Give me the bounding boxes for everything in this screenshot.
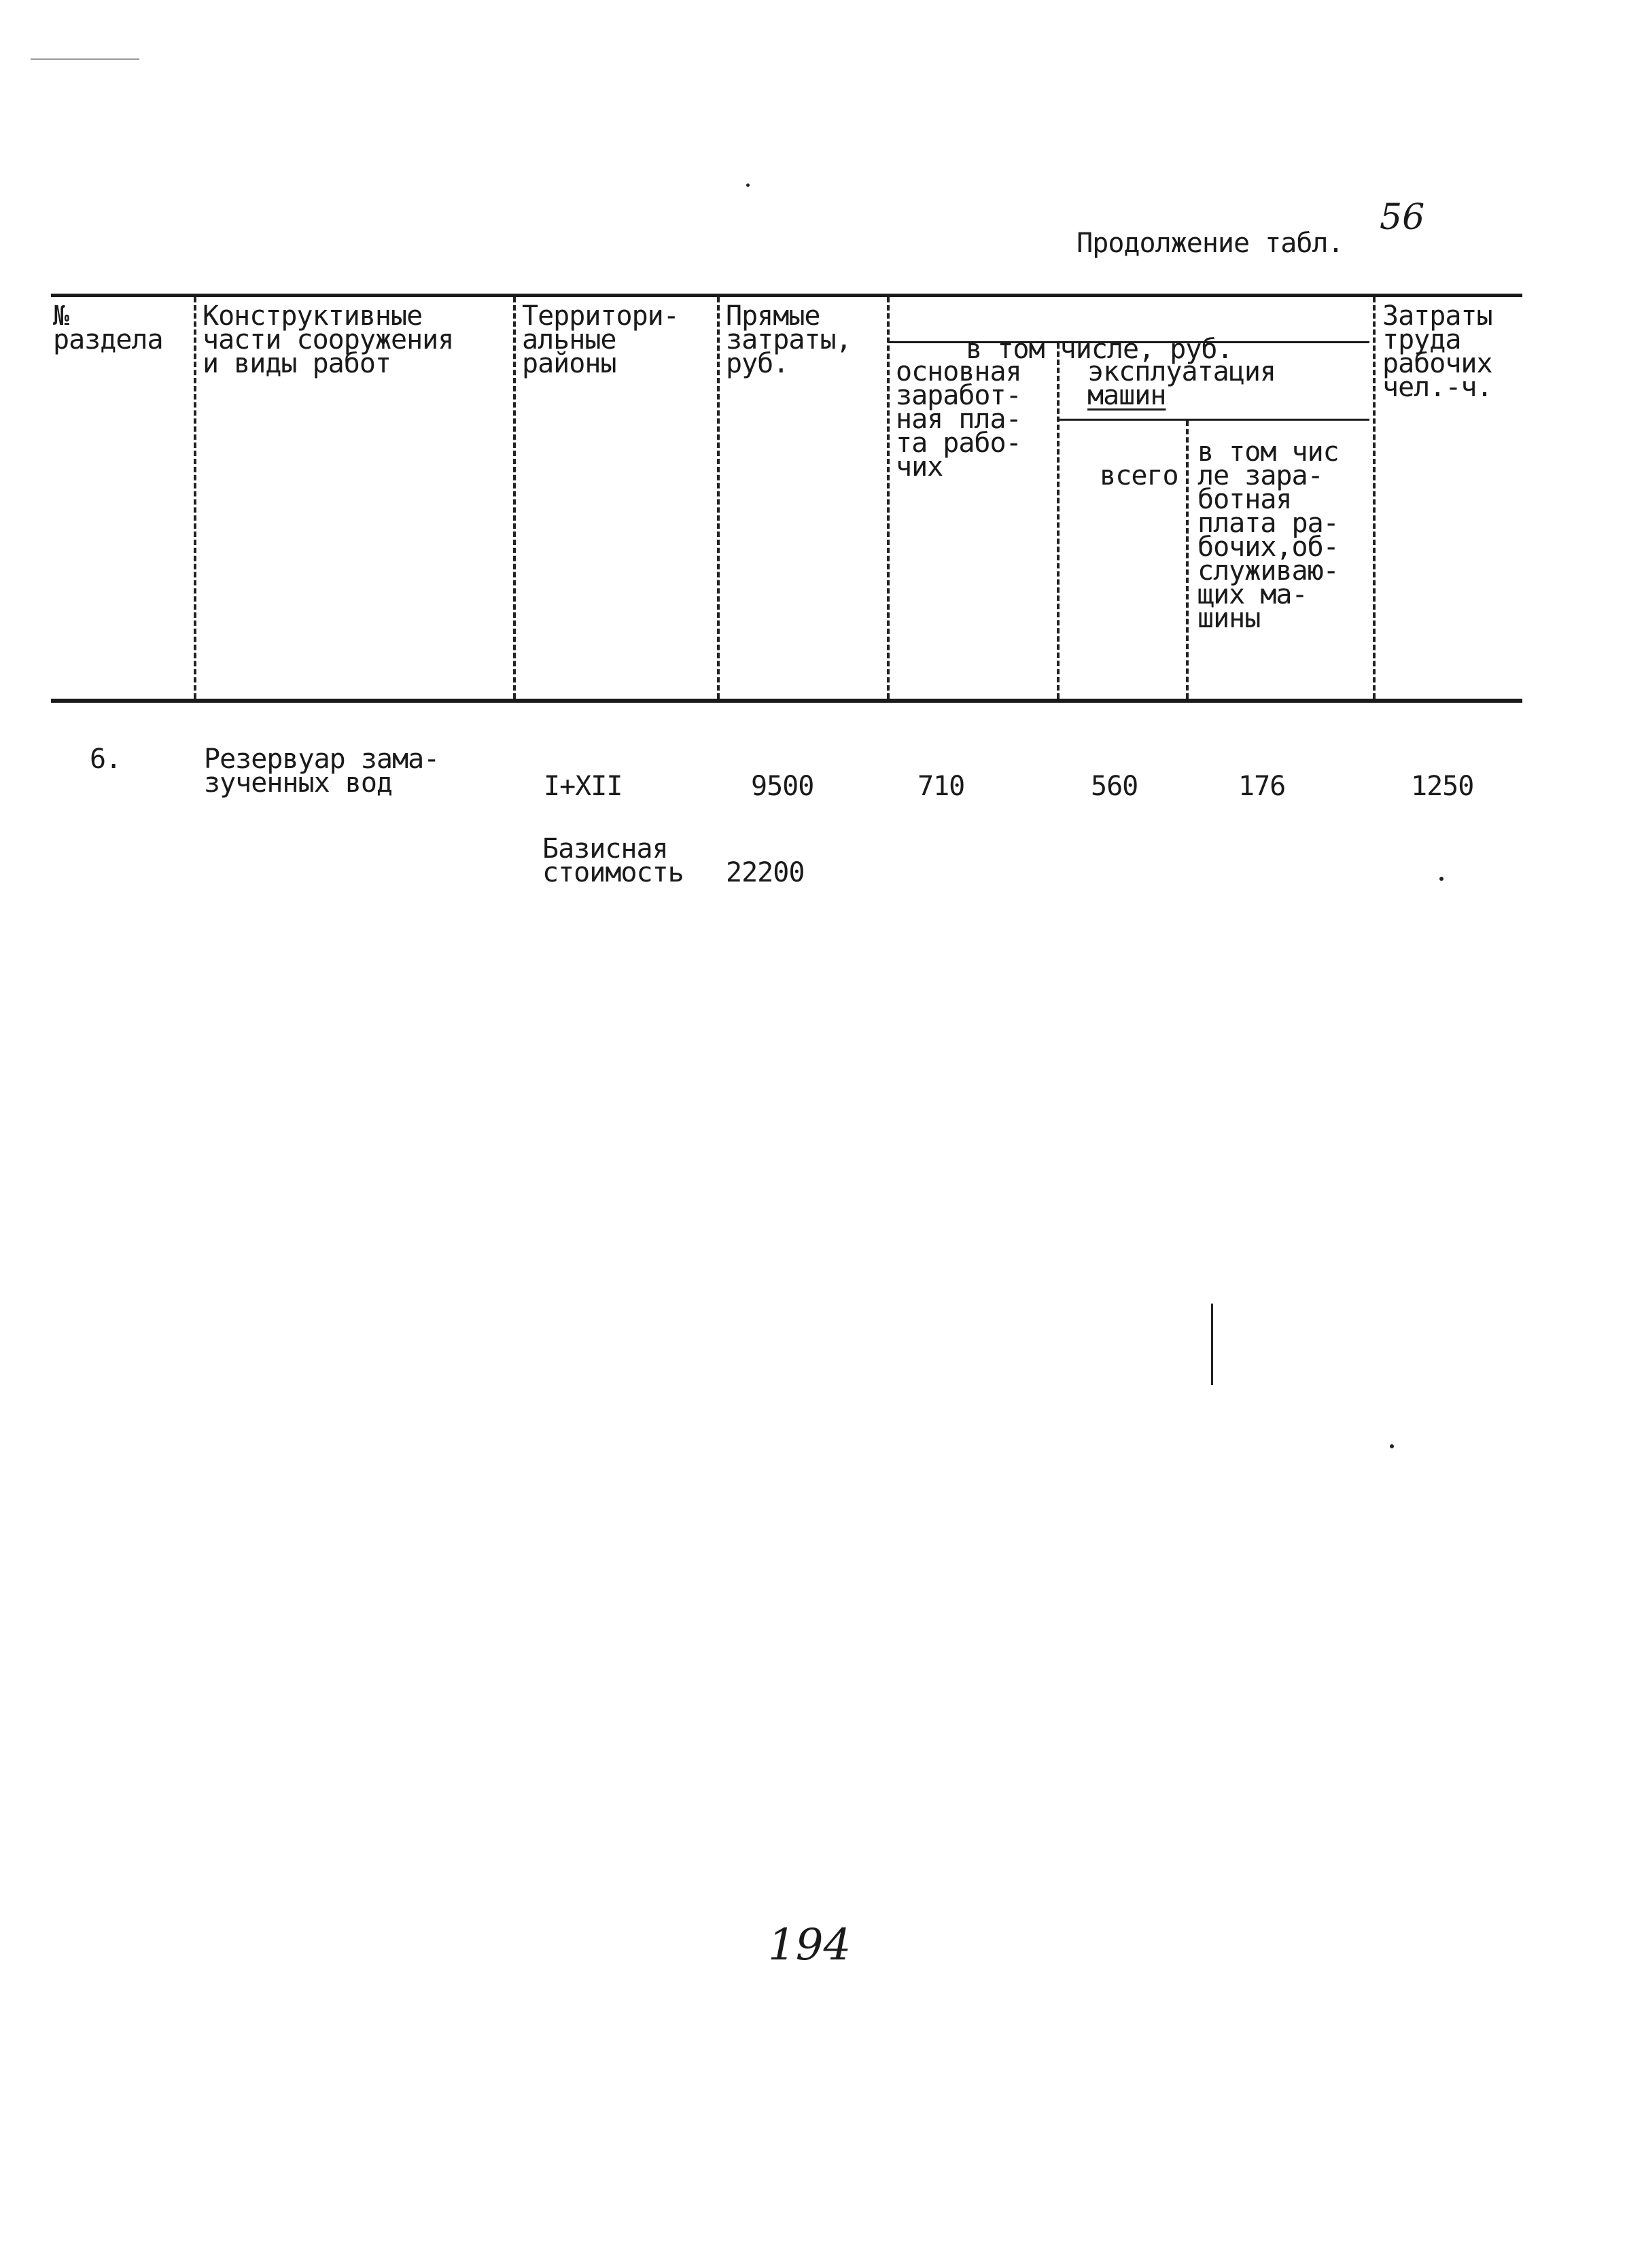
row-machines-wage: 176: [1238, 771, 1286, 802]
base-wage-line-4: та рабо-: [896, 428, 1021, 459]
incl-wage-line-1: в том чис: [1197, 436, 1339, 468]
incl-wage-line-5: бочих,об-: [1197, 531, 1339, 563]
caption-text: Продолжение табл.: [1077, 228, 1344, 259]
row-name-line-1: Резервуар зама-: [204, 744, 440, 775]
base-wage-line-2: заработ-: [896, 380, 1021, 411]
total-label: всего: [1100, 460, 1178, 491]
incl-wage-line-8: шины: [1197, 603, 1261, 634]
base-cost-label: [542, 833, 684, 888]
labor-line-1: Затраты: [1382, 300, 1492, 332]
direct-line-3: руб.: [726, 348, 789, 379]
header-parts: [203, 300, 454, 379]
row-name-line-2: зученных вод: [204, 767, 392, 799]
machine-op-line-2: машин: [1087, 380, 1166, 411]
base-wage-line-5: чих: [896, 451, 943, 483]
header-incl-group: [934, 314, 1233, 365]
table-top-rule: [51, 294, 1522, 297]
regions-line-1: Территори-: [522, 300, 679, 332]
col-divider-4: [887, 297, 890, 699]
incl-wage-line-4: плата ра-: [1197, 508, 1339, 539]
header-base-wage: [896, 356, 1021, 483]
scan-speck: [1439, 877, 1444, 881]
base-wage-line-3: ная пла-: [896, 404, 1021, 435]
header-incl-wage: [1197, 436, 1339, 634]
header-direct-costs: [726, 300, 852, 379]
labor-line-4: чел.-ч.: [1382, 372, 1492, 403]
labor-line-2: труда: [1382, 324, 1461, 355]
table-number: 56: [1380, 197, 1425, 238]
header-section-no: [53, 300, 163, 355]
header-total: [1068, 440, 1178, 491]
table-header-bottom-rule: [51, 699, 1522, 703]
row-machines-total: 560: [1091, 771, 1138, 802]
section-no-label: раздела: [53, 324, 163, 355]
section-no-symbol: №: [53, 300, 69, 332]
base-cost-line-2: стоимость: [542, 857, 684, 888]
header-regions: [522, 300, 679, 379]
direct-line-2: затраты,: [726, 324, 852, 355]
incl-wage-line-2: ле зара-: [1197, 460, 1323, 491]
top-margin-rule: [31, 58, 139, 60]
header-machine-op: [1087, 356, 1276, 411]
table-caption: [1045, 208, 1344, 259]
scan-speck: [1390, 1444, 1394, 1448]
base-wage-line-1: основная: [896, 356, 1021, 387]
col-divider-7: [1373, 297, 1376, 699]
incl-wage-line-7: щих ма-: [1197, 579, 1308, 610]
base-cost-value: 22200: [726, 857, 805, 888]
row-base-wage: 710: [917, 771, 965, 802]
col-divider-3: [717, 297, 720, 699]
col-divider-6: [1186, 421, 1189, 699]
labor-line-3: рабочих: [1382, 348, 1492, 379]
regions-line-3: районы: [522, 348, 616, 379]
incl-wage-line-3: ботная: [1197, 484, 1292, 515]
scan-mark: [1211, 1304, 1213, 1385]
row-direct-costs: 9500: [751, 771, 814, 802]
parts-line-1: Конструктивные: [203, 300, 423, 332]
row-name: [204, 744, 440, 799]
parts-line-3: и виды работ: [203, 348, 391, 379]
row-section: 6.: [90, 744, 122, 775]
incl-wage-line-6: служиваю-: [1197, 555, 1339, 587]
col-divider-5: [1057, 343, 1060, 699]
direct-line-1: Прямые: [726, 300, 820, 332]
scan-speck: [746, 184, 750, 187]
row-regions: I+XII: [544, 771, 623, 802]
row-labor: 1250: [1411, 771, 1474, 802]
parts-line-2: части сооружения: [203, 324, 454, 355]
incl-group-label: в том числе, руб.: [966, 334, 1233, 365]
page-number: 194: [768, 1920, 852, 1970]
header-labor: [1382, 300, 1492, 403]
machine-op-line-1: эксплуатация: [1087, 356, 1276, 387]
col-divider-2: [513, 297, 516, 699]
base-cost-line-1: Базисная: [542, 833, 668, 865]
col-divider-1: [194, 297, 196, 699]
machines-rule: [1059, 419, 1369, 421]
regions-line-2: альные: [522, 324, 616, 355]
